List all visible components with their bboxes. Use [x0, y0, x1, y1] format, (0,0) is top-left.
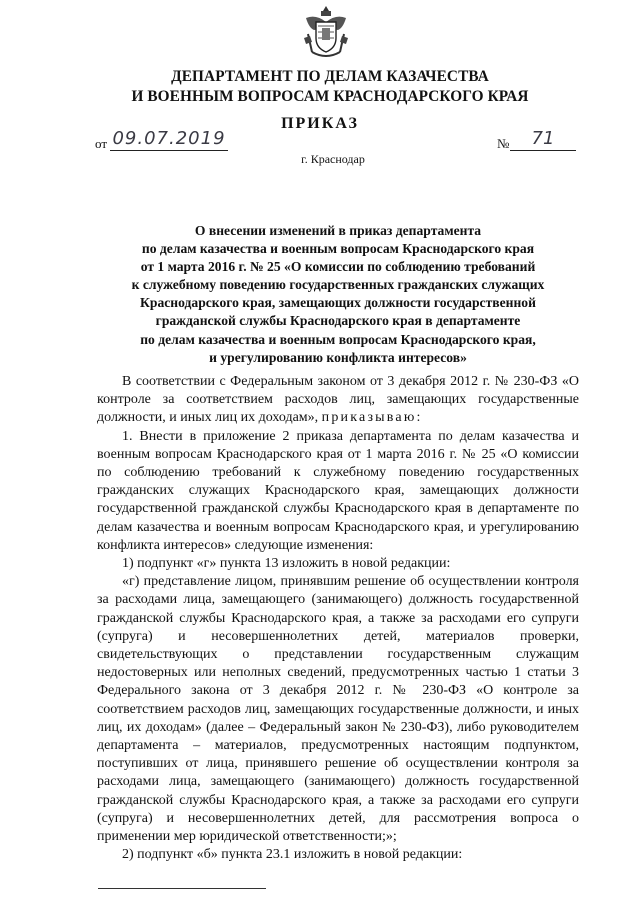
coat-of-arms-emblem	[302, 4, 350, 60]
title-line: гражданской службы Краснодарского края в департаменте	[155, 313, 521, 329]
department-name-line2: И ВОЕННЫМ ВОПРОСАМ КРАСНОДАРСКОГО КРАЯ	[131, 88, 529, 105]
number-label: №	[497, 136, 510, 151]
title-line: по делам казачества и военным вопросам Краснодарского края,	[140, 331, 536, 347]
title-line: к служебному поведению государственных гражданских служащих	[131, 277, 545, 293]
footnote-separator	[98, 888, 266, 889]
city-name: г. Краснодар	[301, 152, 365, 166]
order-title	[108, 222, 568, 367]
handwritten-date: 09.07.2019	[110, 128, 228, 151]
order-command: приказываю:	[321, 410, 423, 426]
department-name	[80, 67, 580, 107]
title-line: О внесении изменений в приказ департамента	[194, 223, 482, 238]
handwritten-number: 71	[510, 128, 576, 151]
subitem-1-paragraph: 1) подпункт «г» пункта 13 изложить в новой редакции:	[122, 556, 451, 572]
title-line: и урегулированию конфликта интересов»	[209, 349, 467, 365]
item-1-paragraph: 1. Внести в приложение 2 приказа департамента по делам казачества и военным вопросам Краснодарского края от 1 марта 2016 г. № 25 «О комиссии по соблюдению требований к служебному поведению государственных гражданских служащих Краснодарского края, замещающих должности государственной гражданской службы Краснодарского края в департаменте по делам казачества и военным вопросам Краснодарского края, и урегулированию конфликта интересов» следующие изменения:	[97, 428, 579, 553]
title-line: по делам казачества и военным вопросам Краснодарского края	[141, 241, 535, 257]
title-line: Краснодарского края, замещающих должности государственной	[140, 295, 536, 311]
order-body	[97, 373, 579, 864]
intro-text: В соответствии с Федеральным законом от 3 декабря 2012 г. № 230-ФЗ «О контроле за соответствием расходов лиц, замещающих государственные должности, и иных лиц их доходам»,	[97, 374, 579, 426]
intro-paragraph	[97, 373, 579, 428]
subitem-2-paragraph: 2) подпункт «б» пункта 23.1 изложить в новой редакции:	[122, 847, 463, 863]
title-line: от 1 марта 2016 г. № 25 «О комиссии по соблюдению требований	[140, 259, 536, 275]
document-type-heading: ПРИКАЗ	[281, 115, 359, 132]
department-name-line1: ДЕПАРТАМЕНТ ПО ДЕЛАМ КАЗАЧЕСТВА	[171, 68, 489, 85]
quoted-subitem-g: «г) представление лицом, принявшим решение об осуществлении контроля за расходами лица, замещающего (занимающего) должность государственной гражданской службы Краснодарского края, а также за расходами его супруги (супруга) и несовершеннолетних детей, материалов проверки, свидетельствующих о представлении государственным служащим недостоверных или неполных сведений, предусмотренных частью 1 статьи 3 Федерального закона от 3 декабря 2012 г. № 230-ФЗ «О контроле за соответствием расходов лиц, замещающих государственные должности, и иных лиц, их доходам» (далее – Федеральный закон № 230-ФЗ), либо руководителем департамента – материалов, предусмотренных настоящим подпунктом, поступивших от лица, принявшего решение об осуществлении контроля за расходами лица, замещающего (занимающего) должность государственной гражданской службы Краснодарского края, а также за расходами его супруги (супруга) и несовершеннолетних детей, для рассмотрения вопроса о применении мер юридической ответственности;»;	[97, 574, 579, 845]
date-from-label: от	[95, 136, 108, 151]
